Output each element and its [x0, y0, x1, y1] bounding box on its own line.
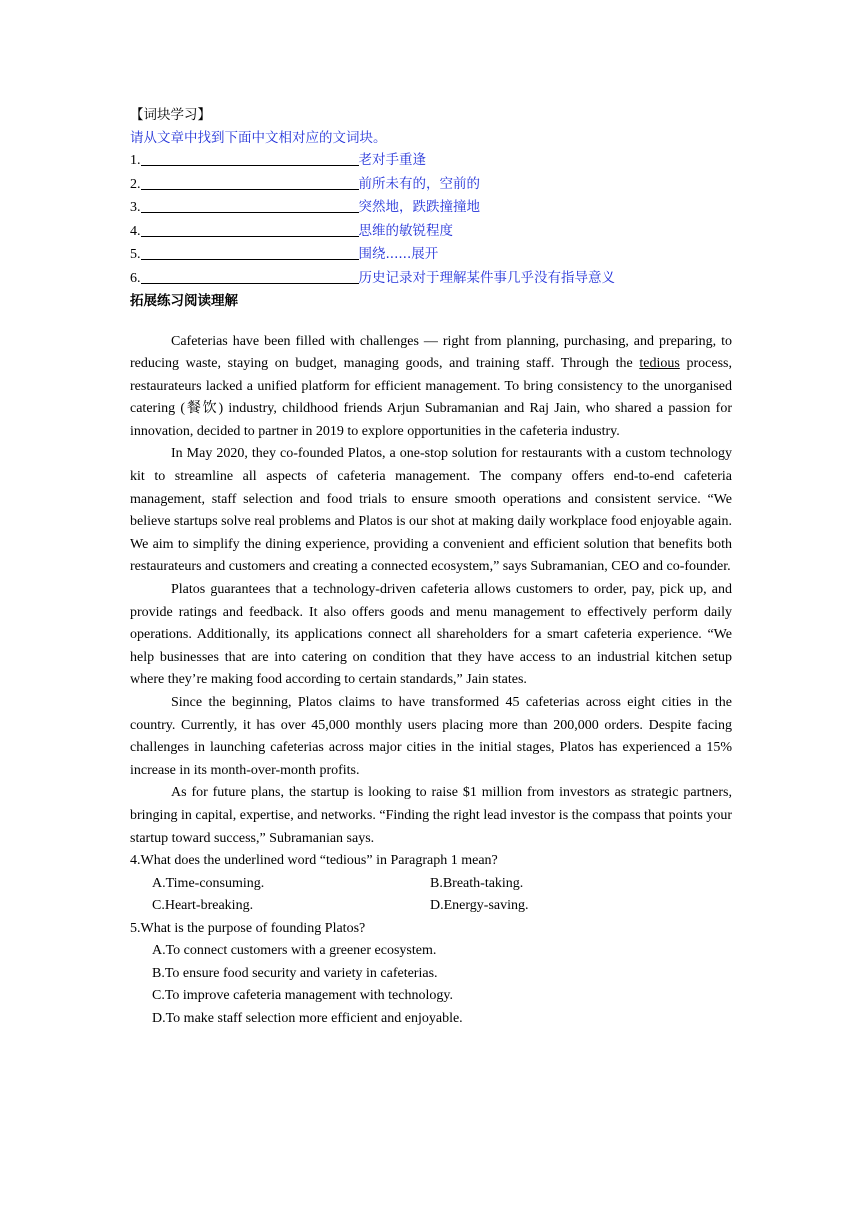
option-d[interactable]: D.To make staff selection more efficient and enjoyable. — [152, 1010, 463, 1026]
vocab-item — [130, 220, 732, 244]
paragraph-3: Platos guarantees that a technology-driven cafeteria allows customers to order, pay, pick up, and provide ratings and feedback. It also offers goods and menu management to effectively perform daily operations. Additionally, its applications connect all shareholders for a smart cafeteria experience. “We help businesses that are into catering on condition that they have access to an industrial kitchen setup where they’re making food according to certain standards,” Jain states. — [130, 582, 732, 688]
option-a[interactable]: A.To connect customers with a greener ecosystem. — [152, 943, 437, 959]
option-c[interactable]: C.To improve cafeteria management with technology. — [152, 988, 453, 1004]
paragraph-1 — [130, 331, 732, 444]
paragraph-5: As for future plans, the startup is looking to raise $1 million from investors as strategic partners, bringing in capital, expertise, and networks. “Finding the right lead investor is the compass that points your startup toward success,” Subramanian says. — [130, 785, 732, 846]
vocab-item-meaning: 围绕......展开 — [358, 246, 439, 262]
vocab-item-meaning: 突然地，跌跌撞撞地 — [358, 199, 480, 215]
vocab-item — [130, 196, 732, 220]
paragraph-1-start: Cafeterias have been filled with challenges — right from planning, purchasing, and preparing, to reducing waste, staying on budget, managing goods, and training staff. Through the — [130, 333, 732, 372]
paragraph-4: Since the beginning, Platos claims to have transformed 45 cafeterias across eight cities in the country. Currently, it has over 45,000 monthly users placing more than 200,000 orders. Despite facing challenges in launching cafeterias across major cities in the initial stages, Platos has experienced a 15% increase in its month-over-month profits. — [130, 695, 732, 778]
answer-blank[interactable] — [141, 197, 359, 213]
vocab-item — [130, 173, 732, 197]
vocab-item-number: 6. — [130, 270, 141, 286]
option-row — [130, 895, 732, 918]
vocab-item-number: 5. — [130, 247, 141, 262]
answer-blank[interactable] — [141, 244, 359, 260]
reading-heading: 拓展练习阅读理解 — [130, 293, 238, 309]
answer-blank[interactable] — [141, 174, 359, 190]
paragraph-1-end: process, restaurateurs lacked a unified platform for efficient management. To bring consistency to the unorganised catering (餐饮) industry, childhood friends Arjun Subramanian and Raj Jain, who shared a passion for innovation, decided to partner in 2019 to explore opportunities in the cafeteria industry. — [130, 356, 732, 439]
underlined-word: tedious — [639, 356, 680, 372]
vocab-heading: 【词块学习】 — [130, 107, 211, 123]
answer-blank[interactable] — [141, 221, 359, 237]
option-a[interactable]: A.Time-consuming. — [152, 875, 265, 891]
vocab-item-meaning: 历史记录对于理解某件事几乎没有指导意义 — [358, 269, 615, 286]
vocab-instruction: 请从文章中找到下面中文相对应的文词块。 — [130, 129, 387, 146]
vocab-item-meaning: 前所未有的，空前的 — [358, 175, 480, 192]
question-stem: 4.What does the underlined word “tedious” in Paragraph 1 mean? — [130, 853, 498, 869]
vocab-item — [130, 243, 732, 267]
paragraph-2: In May 2020, they co-founded Platos, a one-stop solution for restaurants with a custom technology kit to streamline all aspects of cafeteria management. The company offers end-to-end cafeteria management, staff selection and food trials to ensure smooth operations and consistent service. “We believe startups solve real problems and Platos is our shot at making daily workplace food enjoyable again. We aim to simplify the dining experience, providing a convenient and efficient solution that benefits both restaurateurs and customers and creating a connected ecosystem,” says Subramanian, CEO and co-founder. — [130, 446, 732, 575]
vocab-item-number: 2. — [130, 176, 141, 192]
vocab-item-number: 3. — [130, 200, 141, 215]
vocab-item-number: 1. — [130, 153, 141, 168]
option-b[interactable]: B.Breath-taking. — [430, 875, 524, 891]
option-c[interactable]: C.Heart-breaking. — [152, 898, 254, 914]
question-stem: 5.What is the purpose of founding Platos? — [130, 920, 366, 936]
option-d[interactable]: D.Energy-saving. — [430, 898, 529, 914]
document-page — [130, 104, 732, 1030]
vocab-item-meaning: 老对手重逢 — [358, 152, 426, 168]
answer-blank[interactable] — [141, 150, 359, 166]
vocab-item-meaning: 思维的敏锐程度 — [358, 222, 453, 239]
vocab-item-number: 4. — [130, 223, 141, 239]
vocab-item — [130, 267, 732, 291]
spacer — [130, 313, 732, 331]
option-row — [130, 873, 732, 896]
answer-blank[interactable] — [141, 268, 359, 284]
option-b[interactable]: B.To ensure food security and variety in cafeterias. — [152, 965, 438, 981]
vocab-item — [130, 149, 732, 173]
